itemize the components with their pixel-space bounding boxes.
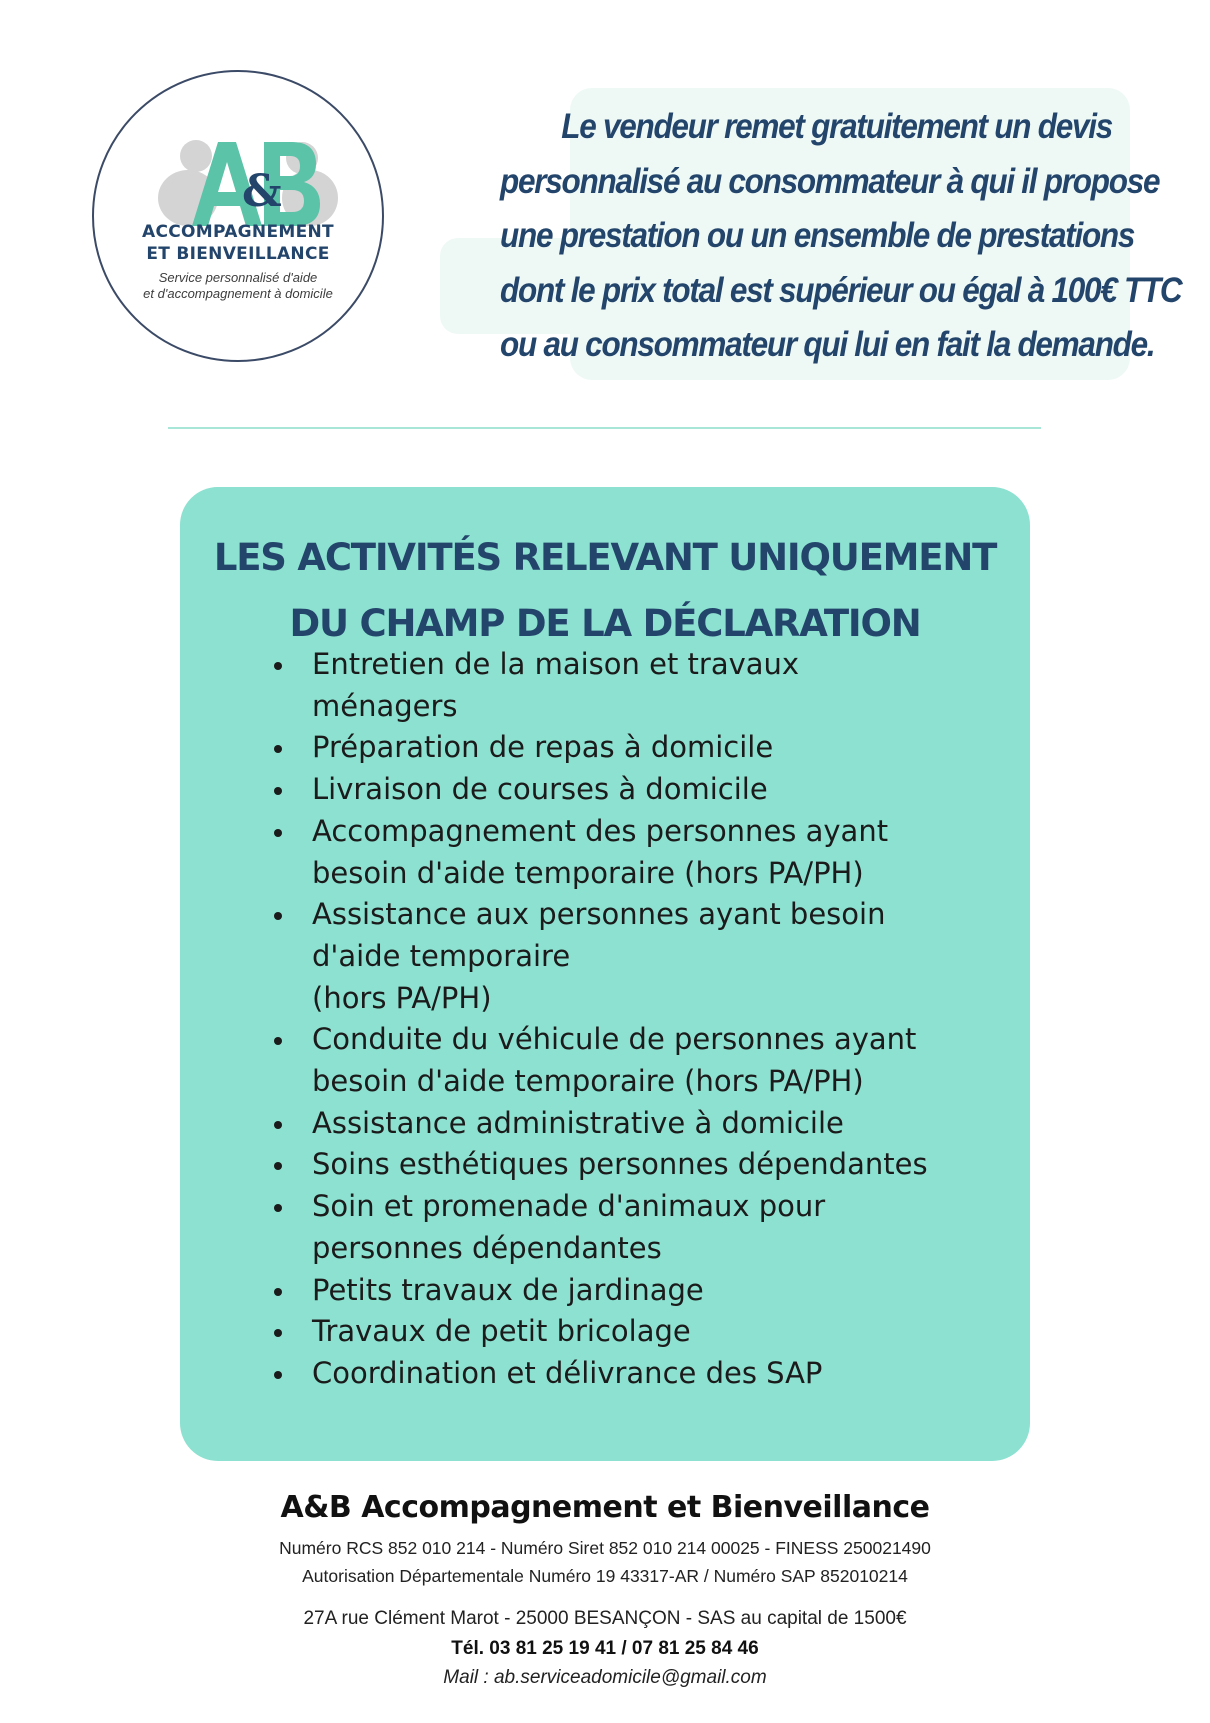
section-divider bbox=[168, 427, 1041, 429]
activities-list bbox=[312, 644, 1012, 1395]
card-title-line-2: DU CHAMP DE LA DÉCLARATION bbox=[289, 602, 921, 645]
logo-line-1: ACCOMPAGNEMENT bbox=[142, 222, 334, 242]
logo-line-2: ET BIENVEILLANCE bbox=[146, 244, 330, 264]
activity-item-line: d'aide temporaire bbox=[312, 938, 571, 973]
footer-email: Mail : ab.serviceadomicile@gmail.com bbox=[443, 1667, 767, 1688]
activity-item bbox=[312, 1144, 1012, 1186]
quote-text bbox=[500, 100, 1182, 373]
activity-item-line: Livraison de courses à domicile bbox=[312, 772, 768, 807]
footer-address: 27A rue Clément Marot - 25000 BESANÇON - SAS au capital de 1500€ bbox=[303, 1608, 907, 1629]
activity-item-line: Entretien de la maison et travaux bbox=[312, 647, 800, 681]
activity-item-line: Petits travaux de jardinage bbox=[312, 1272, 704, 1307]
activity-item-line: Assistance administrative à domicile bbox=[312, 1105, 844, 1140]
activity-item-line: Soin et promenade d'animaux pour bbox=[312, 1189, 826, 1224]
activity-item bbox=[312, 1103, 1012, 1145]
quote-callout bbox=[440, 88, 1182, 380]
activity-item bbox=[312, 1353, 1012, 1395]
activity-item-line: Travaux de petit bricolage bbox=[312, 1314, 691, 1349]
activity-item-line: ménagers bbox=[312, 688, 458, 723]
activities-card bbox=[180, 487, 1030, 1461]
activity-item-line: Conduite du véhicule de personnes ayant bbox=[312, 1022, 917, 1057]
activity-item bbox=[312, 769, 1012, 811]
footer-registration: Numéro RCS 852 010 214 - Numéro Siret 852 010 214 00025 - FINESS 250021490 bbox=[279, 1538, 931, 1558]
logo-tagline-2: et d'accompagnement à domicile bbox=[143, 286, 333, 301]
footer-authorization: Autorisation Départementale Numéro 19 43317-AR / Numéro SAP 852010214 bbox=[302, 1566, 908, 1586]
activity-item bbox=[312, 1311, 1012, 1353]
quote-line: dont le prix total est supérieur ou égal à 100€ TTC bbox=[500, 270, 1182, 310]
card-title bbox=[180, 525, 1030, 657]
activity-item bbox=[312, 727, 1012, 769]
logo-mark-icon bbox=[114, 134, 364, 234]
footer-phone: Tél. 03 81 25 19 41 / 07 81 25 84 46 bbox=[451, 1638, 759, 1659]
card-title-line-1: LES ACTIVITÉS RELEVANT UNIQUEMENT bbox=[213, 536, 997, 579]
activity-item bbox=[312, 1019, 1012, 1102]
quote-line: une prestation ou un ensemble de prestations bbox=[500, 216, 1135, 255]
activity-item bbox=[312, 811, 1012, 894]
activity-item-line: Assistance aux personnes ayant besoin bbox=[312, 897, 886, 932]
activity-item bbox=[312, 1270, 1012, 1312]
activity-item-line: personnes dépendantes bbox=[312, 1230, 662, 1265]
activity-item-line: Soins esthétiques personnes dépendantes bbox=[312, 1147, 928, 1182]
company-logo bbox=[92, 70, 384, 362]
activity-item-line: Coordination et délivrance des SAP bbox=[312, 1355, 823, 1390]
logo-tagline-1: Service personnalisé d'aide bbox=[158, 270, 318, 285]
quote-line: Le vendeur remet gratuitement un devis bbox=[561, 107, 1112, 146]
activity-item-line: Accompagnement des personnes ayant bbox=[312, 813, 889, 848]
activity-item-line: Préparation de repas à domicile bbox=[312, 730, 774, 765]
quote-line: personnalisé au consommateur à qui il propose bbox=[500, 161, 1160, 201]
activity-item bbox=[312, 1186, 1012, 1269]
svg-text:&: & bbox=[242, 166, 282, 217]
quote-line: ou au consommateur qui lui en fait la demande. bbox=[500, 325, 1155, 364]
footer-company-name: A&B Accompagnement et Bienveillance bbox=[280, 1490, 930, 1525]
activity-item bbox=[312, 894, 1012, 1019]
activity-item-line: (hors PA/PH) bbox=[312, 980, 492, 1015]
activity-item-line: besoin d'aide temporaire (hors PA/PH) bbox=[312, 1064, 864, 1099]
activity-item bbox=[312, 644, 1012, 727]
activity-item-line: besoin d'aide temporaire (hors PA/PH) bbox=[312, 855, 864, 890]
